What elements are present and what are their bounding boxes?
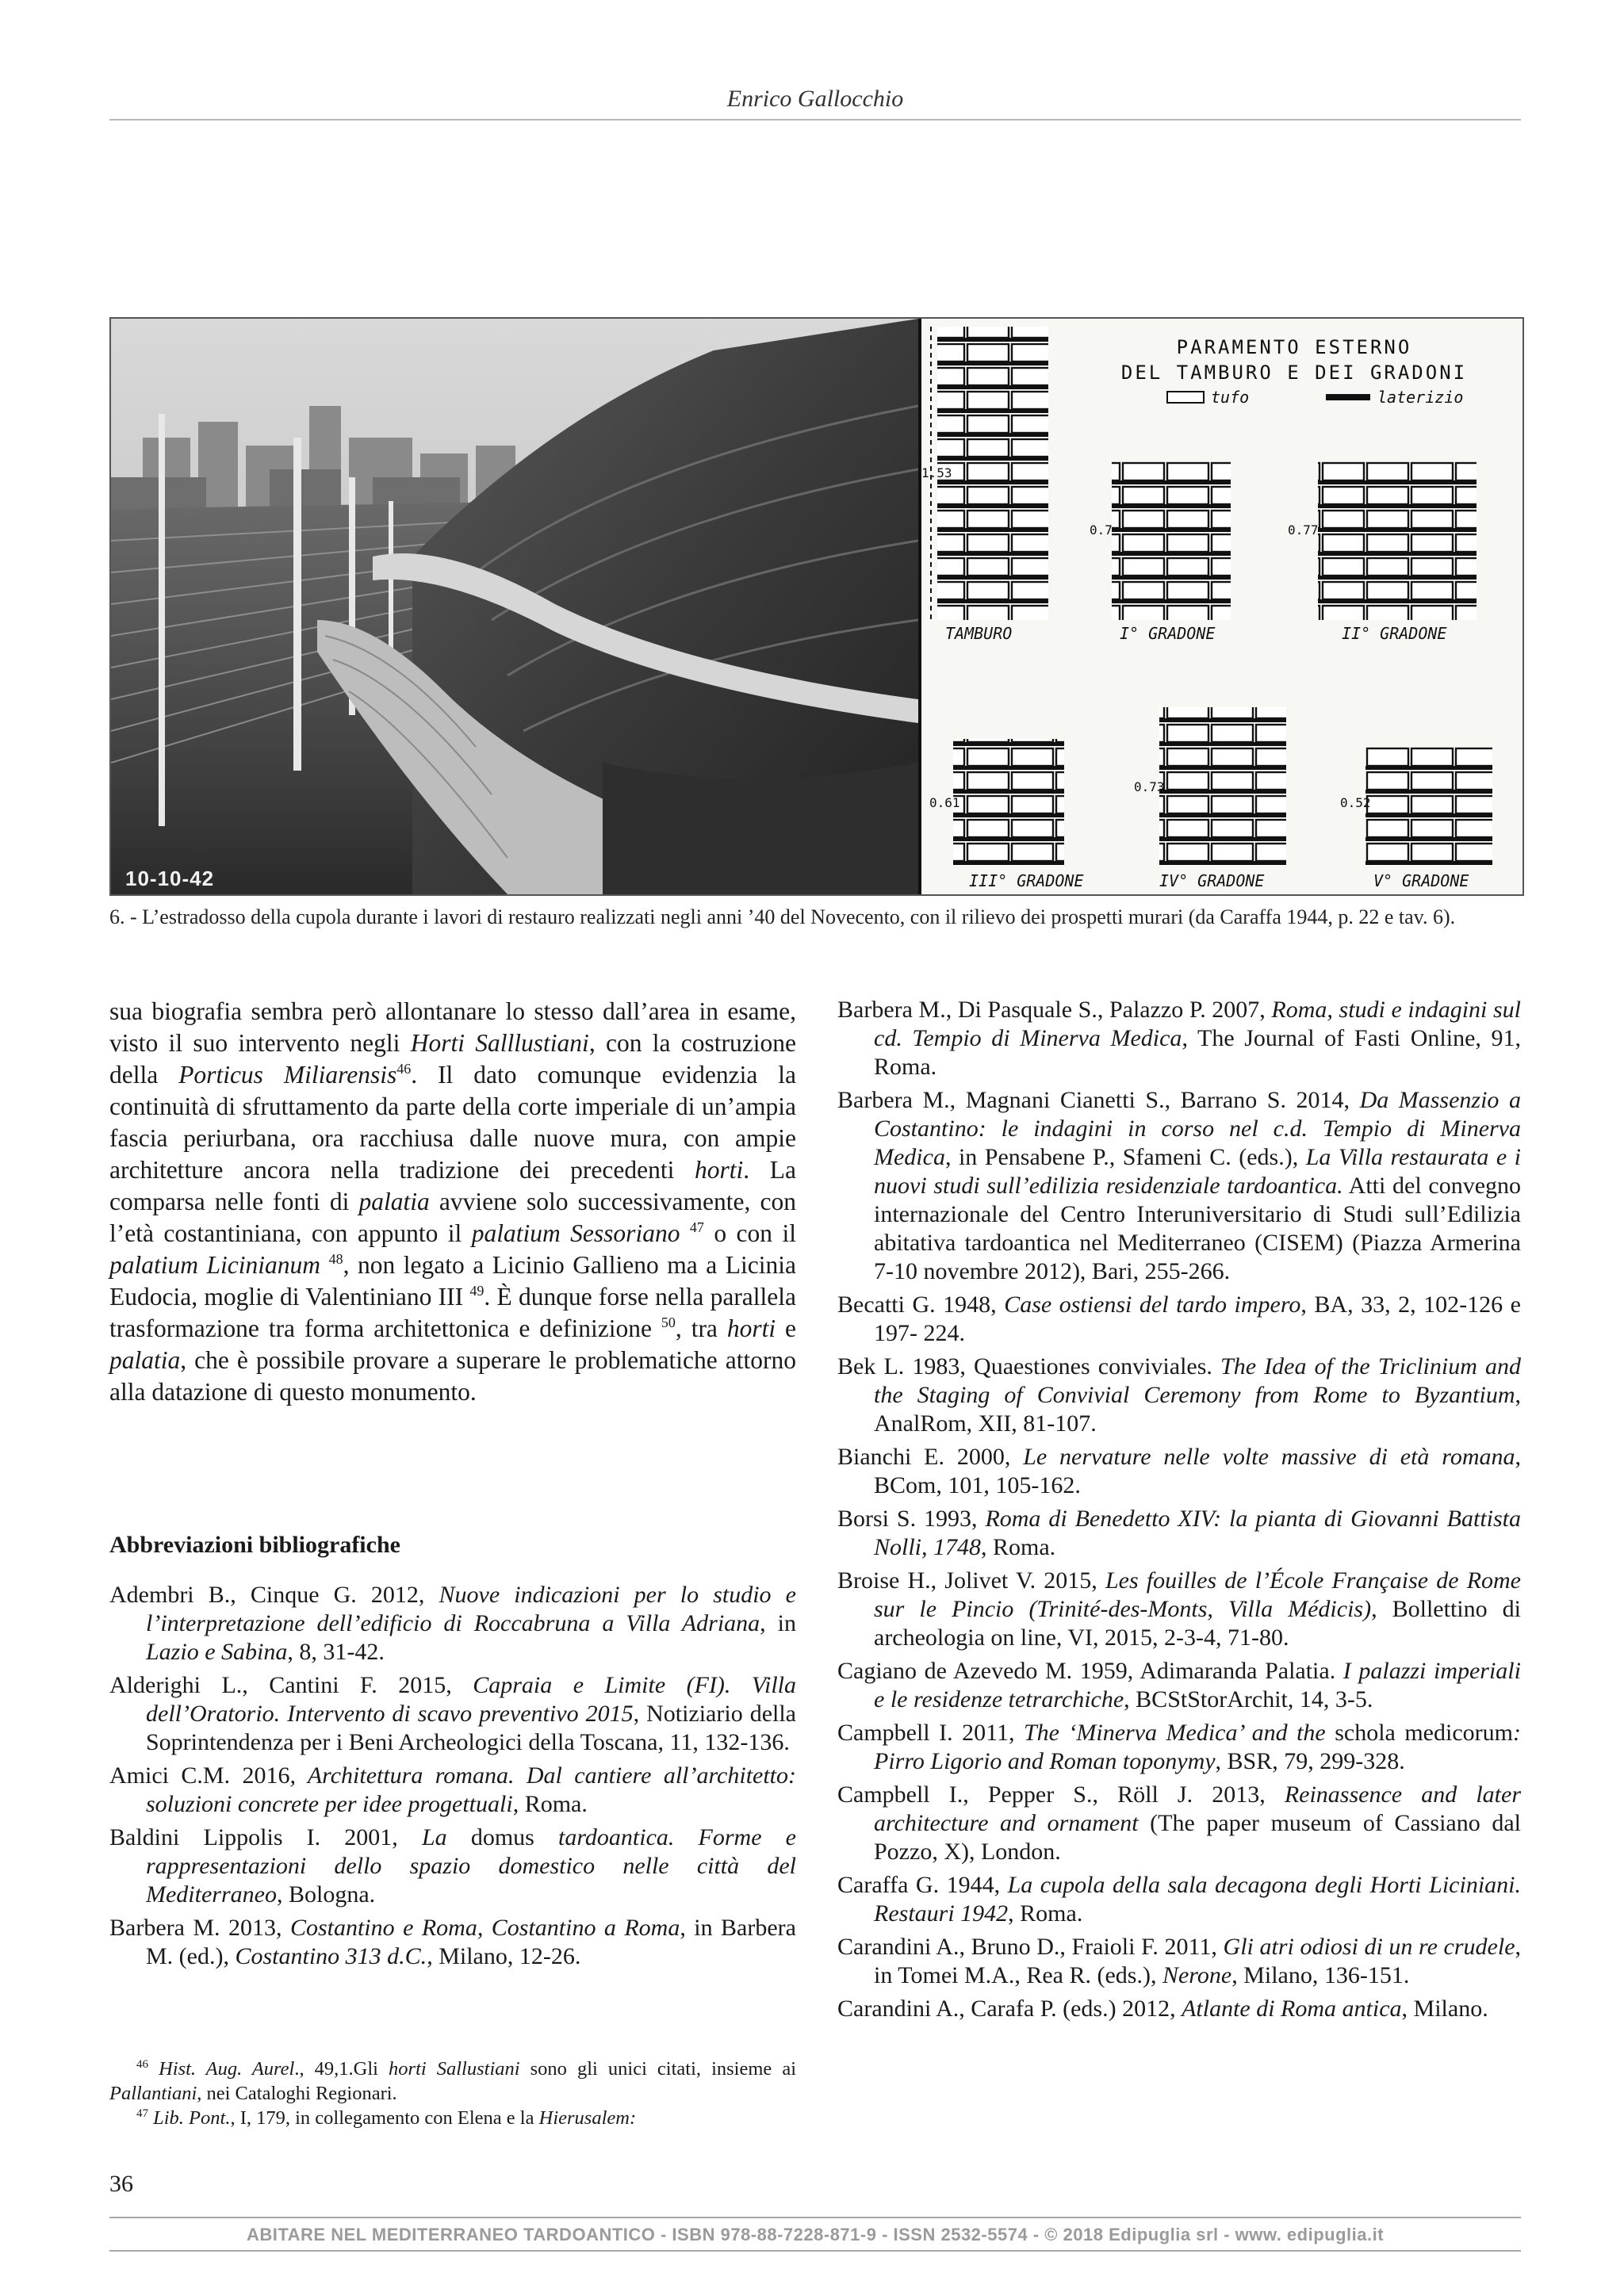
label-gradone-4: IV° GRADONE <box>1159 871 1265 890</box>
text-run: , Roma. <box>1008 1900 1083 1927</box>
text-run: . Il dato comunque evidenzia la continuità di sfruttamento da parte della corte imperiale di un’ampia fascia periurbana, ora racchiusa dalle nuove mura, con ampie architetture ancora nella tradizione dei precedenti <box>109 1061 797 1184</box>
italic-run: Horti Salllustiani <box>410 1029 589 1057</box>
bibliography-entry <box>837 1781 1521 1866</box>
text-run: , in Pensabene P., Sfameni C. (eds.), <box>944 1144 1306 1170</box>
italic-run: Pallantiani <box>109 2083 197 2104</box>
text-run: sua biografia sembra però allontanare lo stesso dall’area in esame, visto il suo intervento negli <box>109 997 796 1057</box>
bibliography-entry <box>837 1505 1521 1562</box>
text-run: Atti del convegno internazionale del Centro Interuniversitario di Studi sull’Edilizia abitativa tardoantica nel Mediterraneo (CISEM) (Piazza Armerina 7-10 novembre 2012), Bari, 255-266. <box>874 1173 1522 1284</box>
dim-g3: 0.61 <box>929 795 960 810</box>
publisher-line: ABITARE NEL MEDITERRANEO TARDOANTICO - ISBN 978-88-7228-871-9 - ISSN 2532-5574 - © 2018 Edipuglia srl - www. edipuglia.it <box>246 2225 1385 2244</box>
footnote-47 <box>109 2106 796 2130</box>
text-run: avviene solo successivamente, con l’età costantiniana, con appunto il <box>109 1188 796 1247</box>
footnote-ref[interactable]: 49 <box>469 1283 485 1299</box>
italic-run: Lib. Pont. <box>153 2107 231 2129</box>
dim-g4: 0.73 <box>1134 779 1165 794</box>
text-run: , con la costruzione della <box>109 1029 796 1089</box>
label-gradone-2: II° GRADONE <box>1342 624 1447 643</box>
text-run: , Notiziario della Soprintendenza per i Beni Archeologici della Toscana, 11, 132-136. <box>146 1701 797 1755</box>
text-run: Adembri B., Cinque G. 2012, <box>109 1582 439 1608</box>
text-run: Campbell I., Pepper S., Röll J. 2013, <box>837 1781 1285 1808</box>
footnote-number: 47 <box>136 2107 148 2120</box>
dim-tamburo: 1.53 <box>921 465 952 480</box>
italic-run: , Architettura romana. Dal cantiere all’architetto: soluzioni concrete per idee progettuali <box>146 1762 797 1817</box>
text-run: Baldini Lippolis I. 2001, <box>109 1824 422 1850</box>
text-run: Carandini A., Carafa P. (eds.) 2012, <box>837 1996 1182 2022</box>
italic-run: horti <box>694 1156 744 1184</box>
text-run: . La comparsa nelle fonti di <box>109 1156 796 1215</box>
text-run: , Roma. <box>512 1791 588 1817</box>
bibliography-entry <box>837 1291 1521 1348</box>
bibliography-entry <box>109 1581 796 1667</box>
italic-run: palatia <box>358 1188 430 1215</box>
footnote-ref[interactable]: 46 <box>396 1061 412 1077</box>
text-run: , 8, 31-42. <box>287 1639 385 1665</box>
bibliography-left-column <box>109 1581 796 1976</box>
running-head: Enrico Gallocchio <box>726 86 904 112</box>
text-run: Barbera M., Magnani Cianetti S., Barrano S. 2014, <box>837 1087 1360 1113</box>
text-run: , The Journal of Fasti Online, 91, Roma. <box>874 1025 1522 1080</box>
figure-caption: 6. - L’estradosso della cupola durante i lavori di restauro realizzati negli anni ’40 del Novecento, con il rilievo dei prospetti murari (da Caraffa 1944, p. 22 e tav. 6). <box>109 905 1456 928</box>
body-paragraph <box>109 996 796 1408</box>
italic-run: horti Sallustiani <box>389 2058 520 2080</box>
italic-run: La Villa restaurata e i nuovi studi sull’edilizia residenziale tardoantica. <box>874 1144 1521 1199</box>
italic-run: Reinassence and later architecture and ornament <box>874 1781 1521 1836</box>
bibliography-entry <box>109 1762 796 1819</box>
label-gradone-1: I° GRADONE <box>1120 624 1216 643</box>
italic-run: palatium Sessoriano <box>471 1219 680 1247</box>
text-run: , Milano. <box>1401 1996 1488 2022</box>
text-run: schola medicorum <box>1325 1720 1513 1746</box>
italic-run: Porticus Miliarensis <box>178 1061 397 1089</box>
footnote-ref[interactable]: 48 <box>328 1251 343 1267</box>
label-gradone-5: V° GRADONE <box>1373 871 1469 890</box>
bibliography-entry <box>837 1086 1521 1286</box>
italic-run: Roma di Benedetto XIV: la pianta di Giovanni Battista Nolli, 1748 <box>874 1506 1522 1560</box>
text-run: Barbera M., Di Pasquale S., Palazzo P. 2007, <box>837 997 1272 1023</box>
bibliography-entry <box>109 1671 796 1757</box>
text-run: domus <box>446 1824 558 1850</box>
italic-run: Atlante di Roma antica <box>1182 1996 1402 2022</box>
text-run: . È dunque forse nella parallela trasformazione tra forma architettonica e definizione <box>109 1283 797 1342</box>
text-run: sono gli unici citati, insieme ai <box>519 2058 797 2080</box>
masonry-elevations-svg <box>921 319 1522 894</box>
text-run: , Bollettino di archeologia on line, VI, 2015, 2-3-4, 71-80. <box>874 1596 1521 1651</box>
text-run: , AnalRom, XII, 81-107. <box>874 1382 1521 1437</box>
italic-run: Hist. Aug. Aurel <box>159 2058 295 2080</box>
bibliography-entry <box>837 1567 1521 1652</box>
text-run: , in <box>760 1610 796 1636</box>
text-run: Campbell I. 2011, <box>837 1720 1024 1746</box>
text-run: Broise H., Jolivet V. 2015, <box>837 1567 1105 1594</box>
dim-g2: 0.77 <box>1288 522 1319 538</box>
text-run: o con il <box>703 1219 796 1247</box>
text-run: , Bologna. <box>276 1881 376 1908</box>
text-run: Cagiano de Azevedo M. 1959, Adimaranda Palatia. <box>837 1658 1343 1684</box>
italic-run: Gli atri odiosi di un re crudele <box>1223 1934 1515 1960</box>
legend-laterizio: laterizio <box>1377 388 1464 407</box>
italic-run: The ‘Minerva Medica’ and the <box>1023 1720 1326 1746</box>
footnote-ref[interactable]: 50 <box>661 1314 676 1330</box>
figure <box>109 317 1524 896</box>
bibliography-entry <box>837 1719 1521 1776</box>
bibliography-entry <box>837 1443 1521 1500</box>
text-run: Becatti G. 1948, <box>837 1292 1005 1318</box>
italic-run: The Idea of the Triclinium and the Staging of Convivial Ceremony from Rome to Byzantium <box>874 1353 1521 1408</box>
legend-laterizio-swatch <box>1326 394 1370 400</box>
header-rule <box>109 119 1521 121</box>
bibliography-entry <box>837 1353 1521 1438</box>
drawing-title-2: DEL TAMBURO E DEI GRADONI <box>1120 362 1468 384</box>
italic-run: Nerone <box>1162 1962 1232 1988</box>
dim-g5: 0.52 <box>1340 795 1371 810</box>
gradone-3-wall <box>953 739 1064 866</box>
photo-date-stamp: 10-10-42 <box>125 867 215 890</box>
text-run: , in Tomei M.A., Rea R. (eds.), <box>874 1934 1522 1988</box>
italic-run: Costantino 313 d.C. <box>235 1943 427 1969</box>
italic-run: La cupola della sala decagona degli Horti Liciniani. Restauri 1942 <box>874 1872 1521 1927</box>
italic-run: Nuove indicazioni per lo studio e l’interpretazione dell’edificio di Roccabruna a Villa Adriana <box>146 1582 796 1636</box>
footnote-46 <box>109 2057 796 2106</box>
text-run: , BSR, 79, 299-328. <box>1215 1748 1405 1774</box>
text-run: , tra <box>675 1314 727 1342</box>
italic-run: Costantino e Roma, Costantino a Roma <box>289 1915 680 1941</box>
text-run: , BCStStorArchit, 14, 3-5. <box>1124 1686 1373 1712</box>
italic-run: Hierusalem: <box>538 2107 637 2129</box>
text-run: Alderighi L., Cantini F. 2015, <box>109 1672 473 1698</box>
text-run: , BA, 33, 2, 102-126 e 197- 224. <box>874 1292 1521 1346</box>
tamburo-wall <box>937 327 1048 620</box>
gradone-4-wall <box>1159 707 1286 866</box>
footnote-ref[interactable]: 47 <box>689 1219 704 1235</box>
text-run: , in Barbera M. (ed.), <box>146 1915 796 1969</box>
text-run: , Milano, 12-26. <box>427 1943 581 1969</box>
masonry-drawing <box>921 319 1522 894</box>
text-run: , non legato a Licinio Gallieno ma a Licinia Eudocia, moglie di Valentiniano III <box>109 1251 796 1311</box>
bibliography-entry <box>109 1914 796 1971</box>
italic-run: tardoantica. Forme e rappresentazioni dello spazio domestico nelle città del Mediterraneo <box>146 1824 796 1908</box>
italic-run: Les fouilles de l’École Française de Rome sur le Pincio (Trinité-des-Monts, Villa Médicis) <box>874 1567 1521 1622</box>
drawing-title-1: PARAMENTO ESTERNO <box>1176 336 1412 358</box>
footnotes <box>109 2057 796 2130</box>
text-run: Bek L. 1983, Quaestiones conviviales. <box>837 1353 1221 1380</box>
text-run: Barbera M. 2013, <box>109 1915 290 1941</box>
text-run: , che è possibile provare a superare le problematiche attorno alla datazione di questo monumento. <box>109 1346 796 1406</box>
text-run: , Roma. <box>981 1534 1056 1560</box>
dim-g1: 0.7 <box>1090 522 1113 538</box>
italic-run: I palazzi imperiali e le residenze tetrarchiche <box>874 1658 1521 1712</box>
bibliography-entry <box>109 1823 796 1909</box>
page-number: 36 <box>109 2171 133 2197</box>
legend-tufo-swatch <box>1167 392 1204 403</box>
label-gradone-3: III° GRADONE <box>969 871 1084 890</box>
italic-run: Le nervature nelle volte massive di età romana <box>1023 1444 1515 1470</box>
photo-illustration <box>111 319 918 894</box>
text-run: (The paper museum of Cassiano dal Pozzo, X), London. <box>874 1810 1521 1865</box>
text-run: , I, 179, in collegamento con Elena e la <box>230 2107 539 2129</box>
footer-rule-top <box>109 2217 1521 2218</box>
body-column-left <box>109 996 796 1408</box>
text-run: Carandini A., Bruno D., Fraioli F. 2011, <box>837 1934 1224 1960</box>
text-run: , BCom, 101, 105-162. <box>874 1444 1521 1498</box>
italic-run: palatia <box>109 1346 181 1374</box>
gradone-5-wall <box>1365 747 1492 866</box>
italic-run: : Pirro Ligorio and Roman toponymy <box>874 1720 1521 1774</box>
bibliography-entry <box>837 1995 1521 2023</box>
italic-run: Da Massenzio a Costantino: le indagini in corso nel c.d. Tempio di Minerva Medica <box>874 1087 1521 1170</box>
bibliography-entry <box>837 1657 1521 1714</box>
text-run: Caraffa G. 1944, <box>837 1872 1008 1898</box>
archival-photo <box>111 319 918 894</box>
bibliography-entry <box>837 996 1521 1081</box>
italic-run: horti <box>726 1314 776 1342</box>
gradone-1-wall <box>1112 461 1231 620</box>
text-run: , Milano, 136-151. <box>1231 1962 1410 1988</box>
footer-rule-bottom <box>109 2250 1521 2252</box>
text-run: , nei Cataloghi Regionari. <box>197 2083 397 2104</box>
bibliography-entry <box>837 1871 1521 1928</box>
bibliography-entry <box>837 1933 1521 1990</box>
footnote-number: 46 <box>136 2058 148 2071</box>
text-run: ., 49,1.Gli <box>294 2058 389 2080</box>
italic-run: Case ostiensi del tardo impero <box>1004 1292 1301 1318</box>
legend-tufo: tufo <box>1211 388 1250 407</box>
italic-run: Roma, studi e indagini sul cd. Tempio di Minerva Medica <box>874 997 1522 1051</box>
bibliography-right-column <box>837 996 1521 2028</box>
text-run: e <box>776 1314 797 1342</box>
italic-run: La <box>421 1824 447 1850</box>
italic-run: Capraia e Limite (FI). Villa dell’Oratorio. Intervento di scavo preventivo 2015 <box>146 1672 796 1727</box>
text-run: Borsi S. 1993, <box>837 1506 986 1532</box>
gradone-2-wall <box>1318 461 1477 620</box>
italic-run: palatium Licinianum <box>109 1251 321 1279</box>
italic-run: Lazio e Sabina <box>146 1639 288 1665</box>
label-tamburo: TAMBURO <box>945 624 1013 643</box>
text-run: Amici C.M. 2016 <box>109 1762 290 1789</box>
bibliography-heading: Abbreviazioni bibliografiche <box>109 1532 400 1558</box>
text-run: Bianchi E. 2000, <box>837 1444 1024 1470</box>
